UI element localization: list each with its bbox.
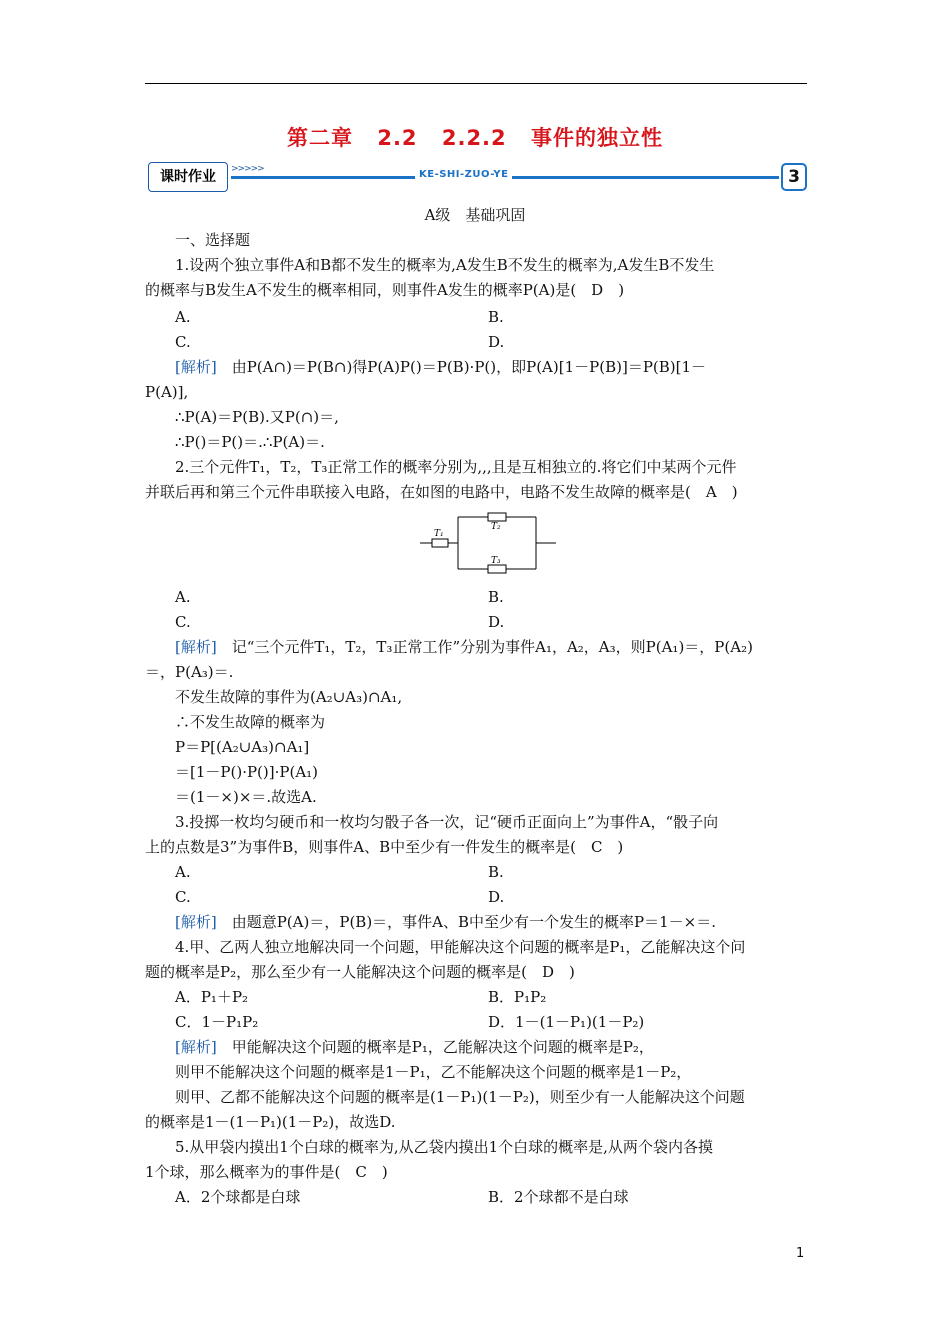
label-t1: T₁	[434, 529, 444, 539]
title-section: 2.2	[377, 126, 418, 150]
q1-solution-line-1	[175, 356, 706, 378]
q1-line-2: 的概率与B发生A不发生的概率相同，则事件A发生的概率P(A)是( D )	[145, 281, 625, 299]
q2-solution-text-1: 记“三个元件T₁，T₂，T₃正常工作”分别为事件A₁，A₂，A₃，则P(A₁)＝，P(A₂)	[216, 638, 753, 656]
banner-label: 课时作业	[148, 162, 228, 192]
resistor-t1	[432, 539, 448, 547]
q4-solution-tag: [解析]	[175, 1038, 217, 1056]
q1-option-b: B.	[488, 308, 504, 326]
q2-solution-line-1	[175, 636, 753, 658]
banner-number: 3	[781, 163, 807, 191]
q2-option-c: C.	[175, 613, 191, 631]
q2-line-2: 并联后再和第三个元件串联接入电路，在如图的电路中，电路不发生故障的概率是( A )	[145, 483, 738, 501]
q4-line-1: 4.甲、乙两人独立地解决同一个问题，甲能解决这个问题的概率是P₁，乙能解决这个问	[175, 938, 746, 956]
top-rule	[145, 83, 807, 84]
q2-solution-line-4: ∴不发生故障的概率为	[175, 713, 326, 731]
circuit-diagram	[420, 511, 560, 577]
level-heading: A级 基础巩固	[424, 206, 526, 224]
q1-solution-line-4: ∴P()＝P()＝.∴P(A)＝.	[175, 433, 325, 451]
q4-solution-line-1	[175, 1036, 654, 1058]
q4-solution-text-1: 甲能解决这个问题的概率是P₁，乙能解决这个问题的概率是P₂，	[216, 1038, 654, 1056]
q2-solution-line-3: 不发生故障的事件为(A₂∪A₃)∩A₁,	[175, 688, 403, 706]
title-chapter: 第二章	[287, 126, 354, 150]
q2-line-1: 2.三个元件T₁，T₂，T₃正常工作的概率分别为,,,且是互相独立的.将它们中某两个元件	[175, 458, 737, 476]
title-topic: 事件的独立性	[530, 126, 663, 150]
banner-pinyin: KE-SHI-ZUO-YE	[415, 169, 512, 180]
q3-solution-tag: [解析]	[175, 913, 217, 931]
q3-option-c: C.	[175, 888, 191, 906]
q2-solution-line-6: ＝[1－P()·P()]·P(A₁)	[175, 763, 319, 781]
q1-solution-text-1: 由P(A∩)＝P(B∩)得P(A)P()＝P(B)·P()，即P(A)[1－P(B)]＝P(B)[1－	[216, 358, 707, 376]
q2-option-b: B.	[488, 588, 504, 606]
banner-arrows: >>>>>	[231, 164, 264, 174]
q4-line-2: 题的概率是P₂，那么至少有一人能解决这个问题的概率是( D )	[145, 963, 575, 981]
q1-solution-line-3: ∴P(A)＝P(B).又P(∩)＝,	[175, 408, 339, 426]
q1-solution-line-2: P(A)],	[145, 383, 189, 401]
label-t2: T₂	[491, 522, 501, 532]
q3-option-b: B.	[488, 863, 504, 881]
q1-option-a: A.	[175, 308, 191, 326]
q5-line-1: 5.从甲袋内摸出1个白球的概率为,从乙袋内摸出1个白球的概率是,从两个袋内各摸	[175, 1138, 713, 1156]
q3-solution-line-1	[175, 911, 716, 933]
q3-solution-text-1: 由题意P(A)＝，P(B)＝，事件A、B中至少有一个发生的概率P＝1－×＝.	[216, 913, 716, 931]
q4-solution-line-3: 则甲、乙都不能解决这个问题的概率是(1－P₁)(1－P₂)，则至少有一人能解决这个问题	[175, 1088, 745, 1106]
q2-solution-line-2: ＝，P(A₃)＝.	[145, 663, 234, 681]
q2-solution-line-5: P＝P[(A₂∪A₃)∩A₁]	[175, 738, 310, 756]
q2-solution-line-7: ＝(1－×)×＝.故选A.	[175, 788, 317, 806]
homework-banner	[145, 160, 807, 192]
label-t3: T₃	[491, 556, 501, 566]
resistor-t3	[488, 565, 506, 573]
q5-option-a: A．2个球都是白球	[175, 1188, 301, 1206]
title-subsection: 2.2.2	[441, 126, 507, 150]
page-number: 1	[796, 1246, 805, 1261]
q1-option-c: C.	[175, 333, 191, 351]
q3-line-1: 3.投掷一枚均匀硬币和一枚均匀骰子各一次，记“硬币正面向上”为事件A，“骰子向	[175, 813, 719, 831]
q5-line-2: 1个球，那么概率为的事件是( C )	[145, 1163, 388, 1181]
q1-option-d: D.	[488, 333, 505, 351]
q4-option-c: C．1－P₁P₂	[175, 1013, 259, 1031]
section-heading: 一、选择题	[175, 231, 251, 249]
page-title	[0, 122, 950, 152]
q2-option-d: D.	[488, 613, 505, 631]
resistor-t2	[488, 513, 506, 521]
q1-line-1: 1.设两个独立事件A和B都不发生的概率为,A发生B不发生的概率为,A发生B不发生	[175, 256, 715, 274]
q5-option-b: B．2个球都不是白球	[488, 1188, 629, 1206]
q4-option-b: B．P₁P₂	[488, 988, 547, 1006]
q4-solution-line-2: 则甲不能解决这个问题的概率是1－P₁，乙不能解决这个问题的概率是1－P₂，	[175, 1063, 692, 1081]
q3-option-a: A.	[175, 863, 191, 881]
q4-solution-line-4: 的概率是1－(1－P₁)(1－P₂)，故选D.	[145, 1113, 396, 1131]
q3-line-2: 上的点数是3”为事件B，则事件A、B中至少有一件发生的概率是( C )	[145, 838, 624, 856]
q3-option-d: D.	[488, 888, 505, 906]
q1-solution-tag: [解析]	[175, 358, 217, 376]
q2-option-a: A.	[175, 588, 191, 606]
q2-solution-tag: [解析]	[175, 638, 217, 656]
q4-option-d: D．1－(1－P₁)(1－P₂)	[488, 1013, 645, 1031]
q4-option-a: A．P₁＋P₂	[175, 988, 249, 1006]
